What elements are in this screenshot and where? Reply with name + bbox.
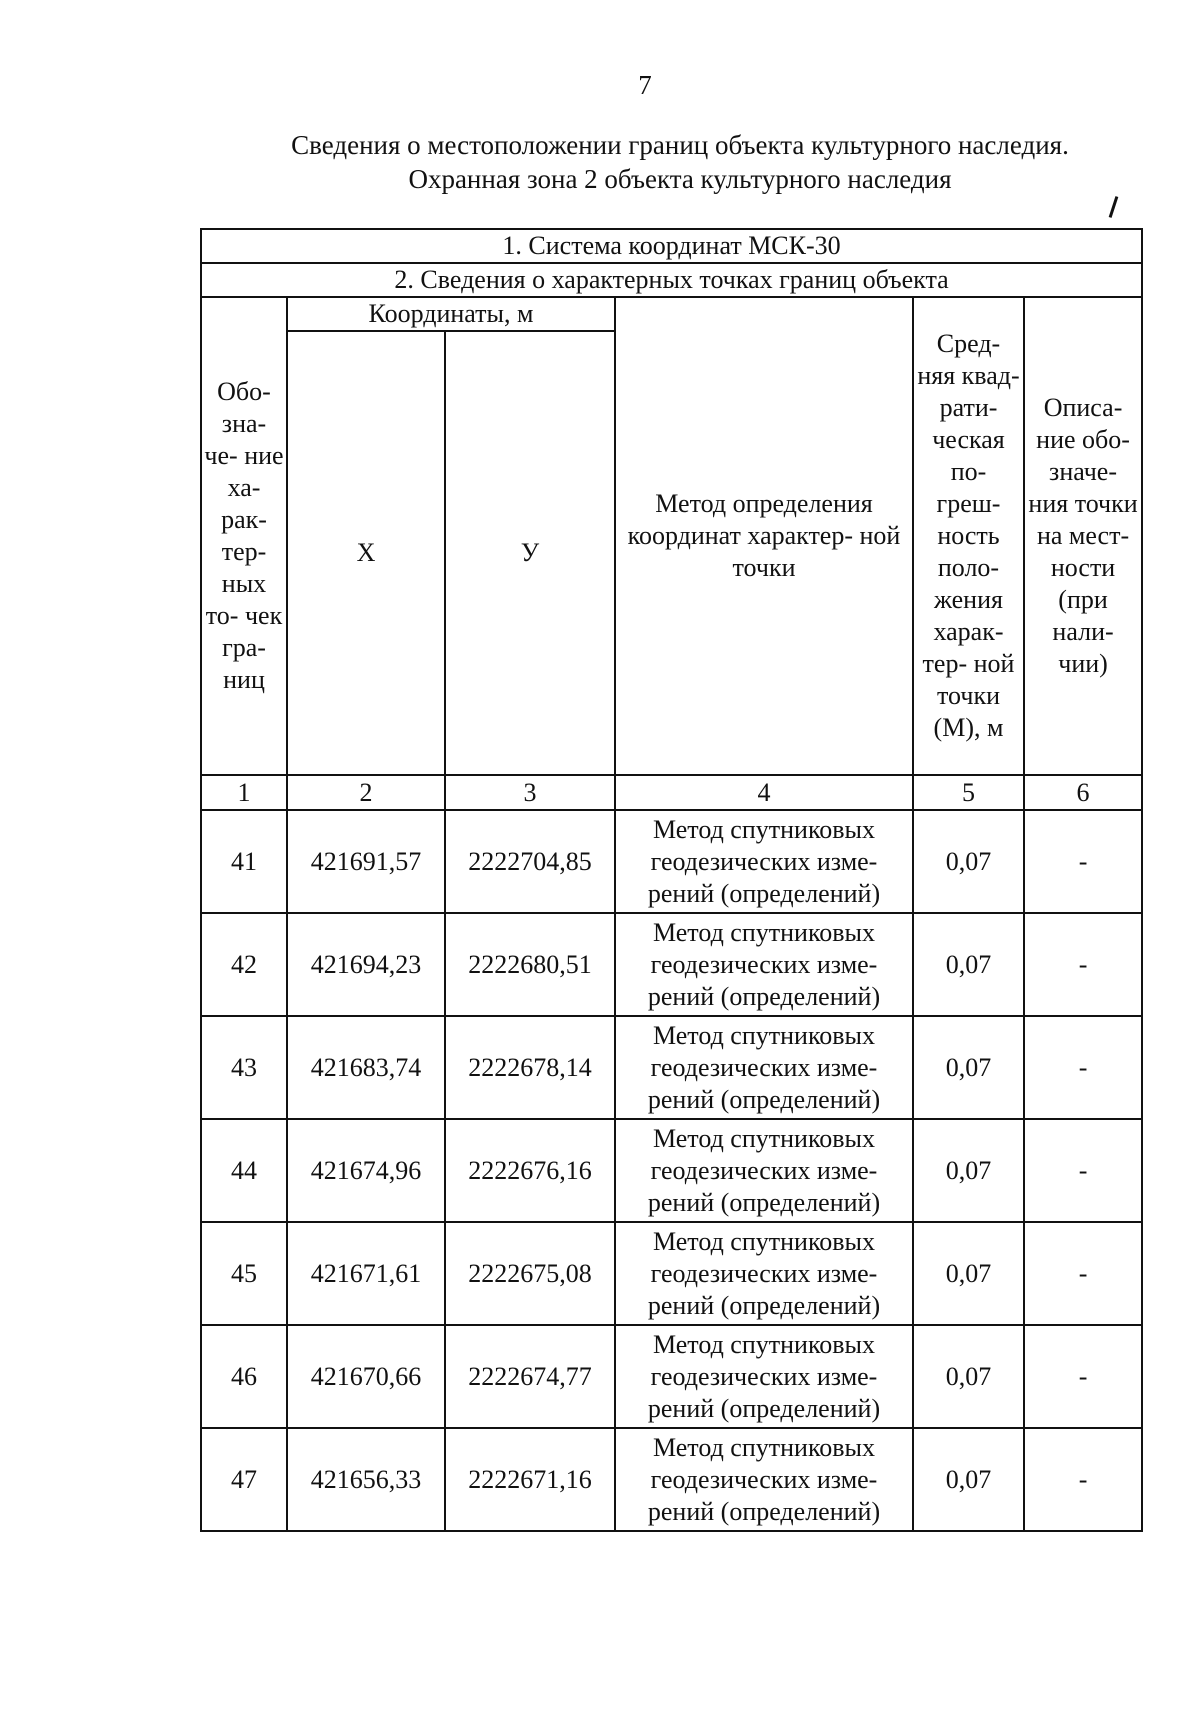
description: - xyxy=(1024,913,1142,1016)
x-coordinate: 421656,33 xyxy=(287,1428,445,1531)
y-coordinate: 2222675,08 xyxy=(445,1222,615,1325)
description: - xyxy=(1024,1325,1142,1428)
point-id: 47 xyxy=(201,1428,287,1531)
table-row xyxy=(201,913,1142,1016)
point-id: 45 xyxy=(201,1222,287,1325)
stray-pen-mark xyxy=(1109,196,1119,218)
header-method: Метод определения координат характер- ной точки xyxy=(615,297,913,775)
y-coordinate: 2222678,14 xyxy=(445,1016,615,1119)
col-number: 4 xyxy=(615,775,913,810)
x-coordinate: 421691,57 xyxy=(287,810,445,913)
table-row xyxy=(201,1016,1142,1119)
y-coordinate: 2222680,51 xyxy=(445,913,615,1016)
x-coordinate: 421674,96 xyxy=(287,1119,445,1222)
method: Метод спутниковых геодезических изме- рений (определений) xyxy=(615,810,913,913)
page-number: 7 xyxy=(638,70,652,100)
title-line-2: Охранная зона 2 объекта культурного наследия xyxy=(408,164,952,194)
method: Метод спутниковых геодезических изме- рений (определений) xyxy=(615,1016,913,1119)
y-coordinate: 2222674,77 xyxy=(445,1325,615,1428)
y-coordinate: 2222704,85 xyxy=(445,810,615,913)
table-row xyxy=(201,1428,1142,1531)
table-row xyxy=(201,1222,1142,1325)
point-id: 44 xyxy=(201,1119,287,1222)
document-title xyxy=(250,128,1110,196)
table-row xyxy=(201,810,1142,913)
point-id: 41 xyxy=(201,810,287,913)
description: - xyxy=(1024,1119,1142,1222)
table-row xyxy=(201,1325,1142,1428)
error-value: 0,07 xyxy=(913,913,1024,1016)
y-coordinate: 2222676,16 xyxy=(445,1119,615,1222)
description: - xyxy=(1024,1016,1142,1119)
col-number: 3 xyxy=(445,775,615,810)
error-value: 0,07 xyxy=(913,1428,1024,1531)
header-x: X xyxy=(287,331,445,775)
x-coordinate: 421671,61 xyxy=(287,1222,445,1325)
header-point: Обо- зна- че- ние ха- рак- тер- ных то- чек гра- ниц xyxy=(201,297,287,775)
method: Метод спутниковых геодезических изме- рений (определений) xyxy=(615,1119,913,1222)
error-value: 0,07 xyxy=(913,1325,1024,1428)
point-id: 43 xyxy=(201,1016,287,1119)
coord-system-cell: 1. Система координат МСК-30 xyxy=(201,229,1142,263)
title-line-1: Сведения о местоположении границ объекта культурного наследия. xyxy=(291,130,1069,160)
col-number: 1 xyxy=(201,775,287,810)
x-coordinate: 421670,66 xyxy=(287,1325,445,1428)
header-y: У xyxy=(445,331,615,775)
column-number-row xyxy=(201,775,1142,810)
header-coords: Координаты, м xyxy=(287,297,615,331)
col-number: 2 xyxy=(287,775,445,810)
error-value: 0,07 xyxy=(913,1119,1024,1222)
header-error: Сред- няя квад- рати- ческая по- греш- ность поло- жения харак- тер- ной точки (М), м xyxy=(913,297,1024,775)
error-value: 0,07 xyxy=(913,1016,1024,1119)
description: - xyxy=(1024,1222,1142,1325)
method: Метод спутниковых геодезических изме- рений (определений) xyxy=(615,1428,913,1531)
table-row xyxy=(201,1119,1142,1222)
x-coordinate: 421683,74 xyxy=(287,1016,445,1119)
y-coordinate: 2222671,16 xyxy=(445,1428,615,1531)
description: - xyxy=(1024,810,1142,913)
boundary-points-table xyxy=(200,228,1143,1532)
section-cell: 2. Сведения о характерных точках границ объекта xyxy=(201,263,1142,297)
col-number: 6 xyxy=(1024,775,1142,810)
error-value: 0,07 xyxy=(913,810,1024,913)
point-id: 46 xyxy=(201,1325,287,1428)
header-description: Описа- ние обо- значе- ния точки на мест- ности (при нали- чии) xyxy=(1024,297,1142,775)
method: Метод спутниковых геодезических изме- рений (определений) xyxy=(615,1325,913,1428)
x-coordinate: 421694,23 xyxy=(287,913,445,1016)
error-value: 0,07 xyxy=(913,1222,1024,1325)
point-id: 42 xyxy=(201,913,287,1016)
method: Метод спутниковых геодезических изме- рений (определений) xyxy=(615,1222,913,1325)
description: - xyxy=(1024,1428,1142,1531)
method: Метод спутниковых геодезических изме- рений (определений) xyxy=(615,913,913,1016)
col-number: 5 xyxy=(913,775,1024,810)
